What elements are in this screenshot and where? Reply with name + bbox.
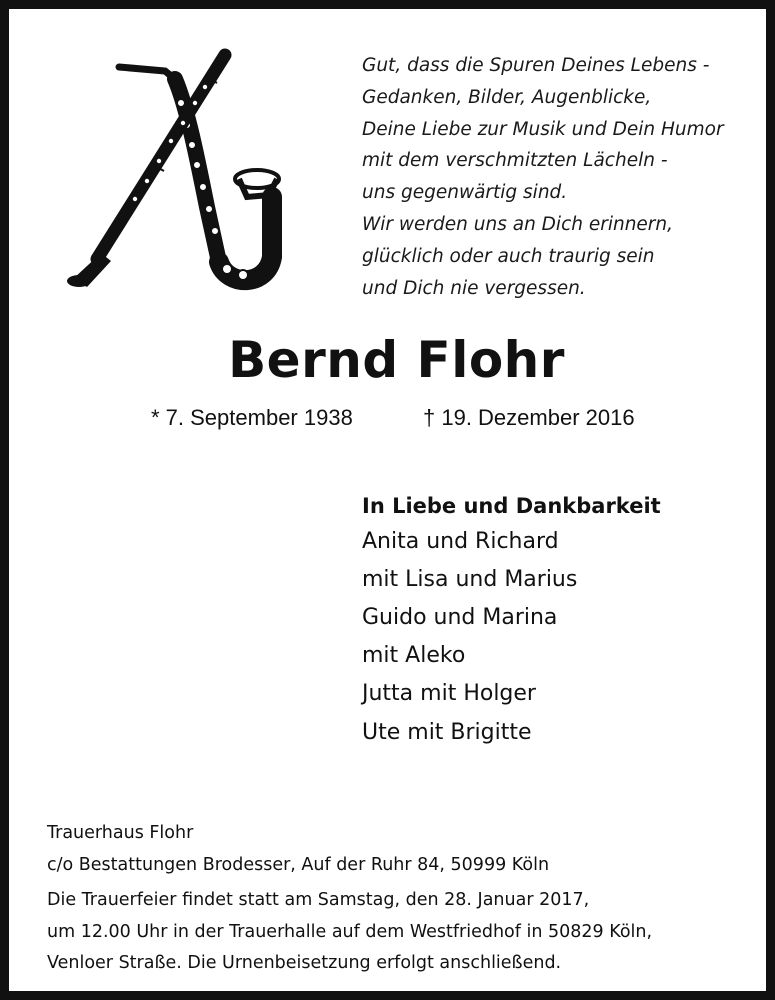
family-member: Jutta mit Holger (362, 681, 536, 706)
funeral-info (47, 818, 767, 980)
ceremony-line: um 12.00 Uhr in der Trauerhalle auf dem Westfriedhof in 50829 Köln, (47, 921, 653, 942)
ceremony-details (47, 885, 767, 980)
family-member: Guido und Marina (362, 605, 558, 630)
poem-line: mit dem verschmitzten Lächeln - (362, 150, 668, 172)
poem-line: Gut, dass die Spuren Deines Lebens - (362, 55, 710, 76)
poem-line: glücklich oder auch traurig sein (362, 245, 655, 267)
poem-line: uns gegenwärtig sind. (362, 182, 568, 204)
address-line: c/o Bestattungen Brodesser, Auf der Ruhr 84, 50999 Köln (47, 854, 550, 875)
family-list (362, 489, 762, 751)
birth-date: * 7. September 1938 (151, 405, 353, 430)
clarinet-saxophone-icon (57, 47, 297, 297)
mourning-address (47, 818, 767, 881)
family-member: mit Aleko (362, 642, 466, 668)
death-date: † 19. Dezember 2016 (423, 405, 635, 430)
ceremony-line: Die Trauerfeier findet statt am Samstag, den 28. Januar 2017, (47, 890, 590, 910)
poem-line: Wir werden uns an Dich erinnern, (362, 213, 674, 235)
poem-line: und Dich nie vergessen. (362, 277, 586, 299)
poem-line: Deine Liebe zur Musik und Dein Humor (362, 118, 724, 140)
address-line: Trauerhaus Flohr (47, 823, 194, 843)
poem (362, 50, 762, 304)
deceased-name: Bernd Flohr (228, 331, 565, 389)
family-heading: In Liebe und Dankbarkeit (362, 494, 661, 518)
ceremony-line: Venloer Straße. Die Urnenbeisetzung erfolgt anschließend. (47, 953, 562, 973)
poem-line: Gedanken, Bilder, Augenblicke, (362, 86, 652, 108)
family-member: Ute mit Brigitte (362, 719, 532, 745)
family-member: mit Lisa und Marius (362, 566, 578, 592)
family-member: Anita und Richard (362, 529, 559, 554)
